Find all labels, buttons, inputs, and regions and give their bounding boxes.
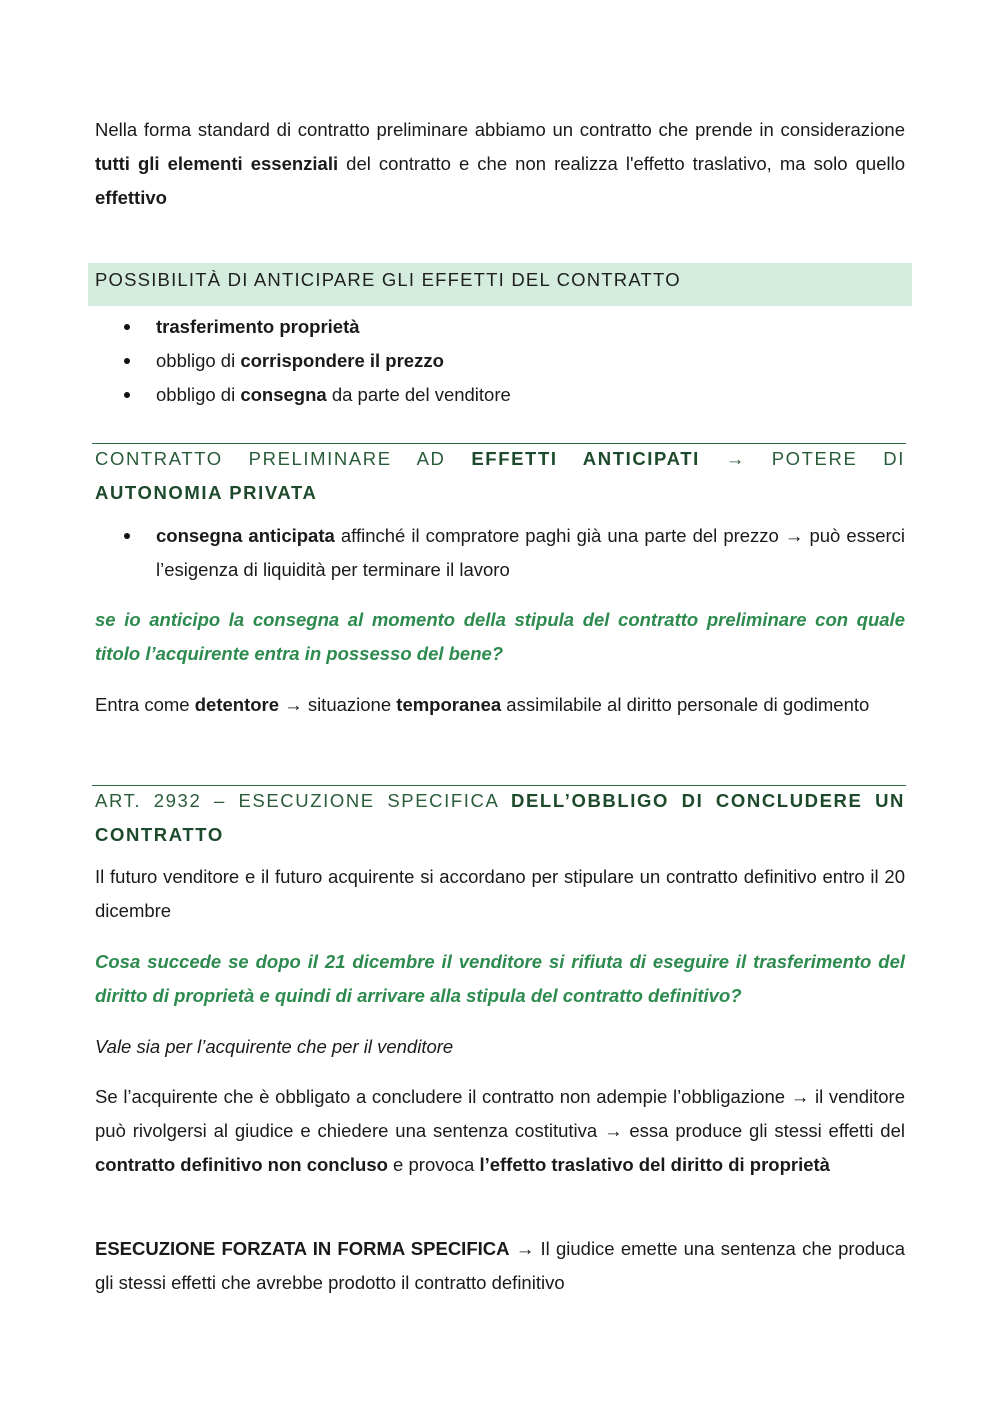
anticipated-delivery-list — [95, 519, 905, 587]
bold-run: tutti gli elementi essenziali — [95, 153, 339, 174]
list-item: trasferimento proprietà — [95, 310, 905, 344]
bold-run: effettivo — [95, 187, 167, 208]
bullet-icon — [124, 533, 130, 539]
text-run: Nella forma standard di contratto preliminare abbiamo un contratto che prende in considerazione — [95, 119, 905, 140]
heading-effetti-anticipati: CONTRATTO PRELIMINARE AD EFFETTI ANTICIPATI → POTERE DI AUTONOMIA PRIVATA — [95, 448, 905, 503]
intro-paragraph — [95, 113, 905, 215]
question-possesso: se io anticipo la consegna al momento della stipula del contratto preliminare con quale titolo l’acquirente entra in possesso del bene? — [95, 609, 905, 664]
list-item: obbligo di consegna da parte del venditore — [95, 378, 905, 412]
vale-paragraph: Vale sia per l’acquirente che per il venditore — [95, 1036, 454, 1057]
accordo-paragraph: Il futuro venditore e il futuro acquirente si accordano per stipulare un contratto definitivo entro il 20 dicembre — [95, 866, 905, 921]
effects-list — [95, 310, 905, 412]
section-banner-title: POSSIBILITÀ DI ANTICIPARE GLI EFFETTI DEL CONTRATTO — [95, 269, 681, 290]
section-banner — [88, 263, 912, 306]
heading-art-2932: ART. 2932 – ESECUZIONE SPECIFICA DELL’OBBLIGO DI CONCLUDERE UN CONTRATTO — [95, 790, 905, 845]
detentore-paragraph: Entra come detentore → situazione temporanea assimilabile al diritto personale di godimento — [95, 694, 870, 715]
bullet-icon — [124, 324, 130, 330]
bullet-icon — [124, 392, 130, 398]
list-item: obbligo di corrispondere il prezzo — [95, 344, 905, 378]
esecuzione-forzata-paragraph: ESECUZIONE FORZATA IN FORMA SPECIFICA → Il giudice emette una sentenza che produca gli stessi effetti che avrebbe prodotto il contratto definitivo — [95, 1238, 905, 1293]
text-run: del contratto e che non realizza l'effetto traslativo, ma solo quello — [338, 153, 905, 174]
list-item: consegna anticipata affinché il compratore paghi già una parte del prezzo → può esserci l’esigenza di liquidità per terminare il lavoro — [95, 519, 905, 587]
bullet-icon — [124, 358, 130, 364]
question-rifiuto: Cosa succede se dopo il 21 dicembre il venditore si rifiuta di eseguire il trasferimento del diritto di proprietà e quindi di arrivare alla stipula del contratto definitivo? — [95, 951, 905, 1006]
sentenza-paragraph: Se l’acquirente che è obbligato a concludere il contratto non adempie l’obbligazione → il venditore può rivolgersi al giudice e chiedere una sentenza costitutiva → essa produce gli stessi effetti del contratto definitivo non concluso e provoca l’effetto traslativo del diritto di proprietà — [95, 1086, 905, 1175]
